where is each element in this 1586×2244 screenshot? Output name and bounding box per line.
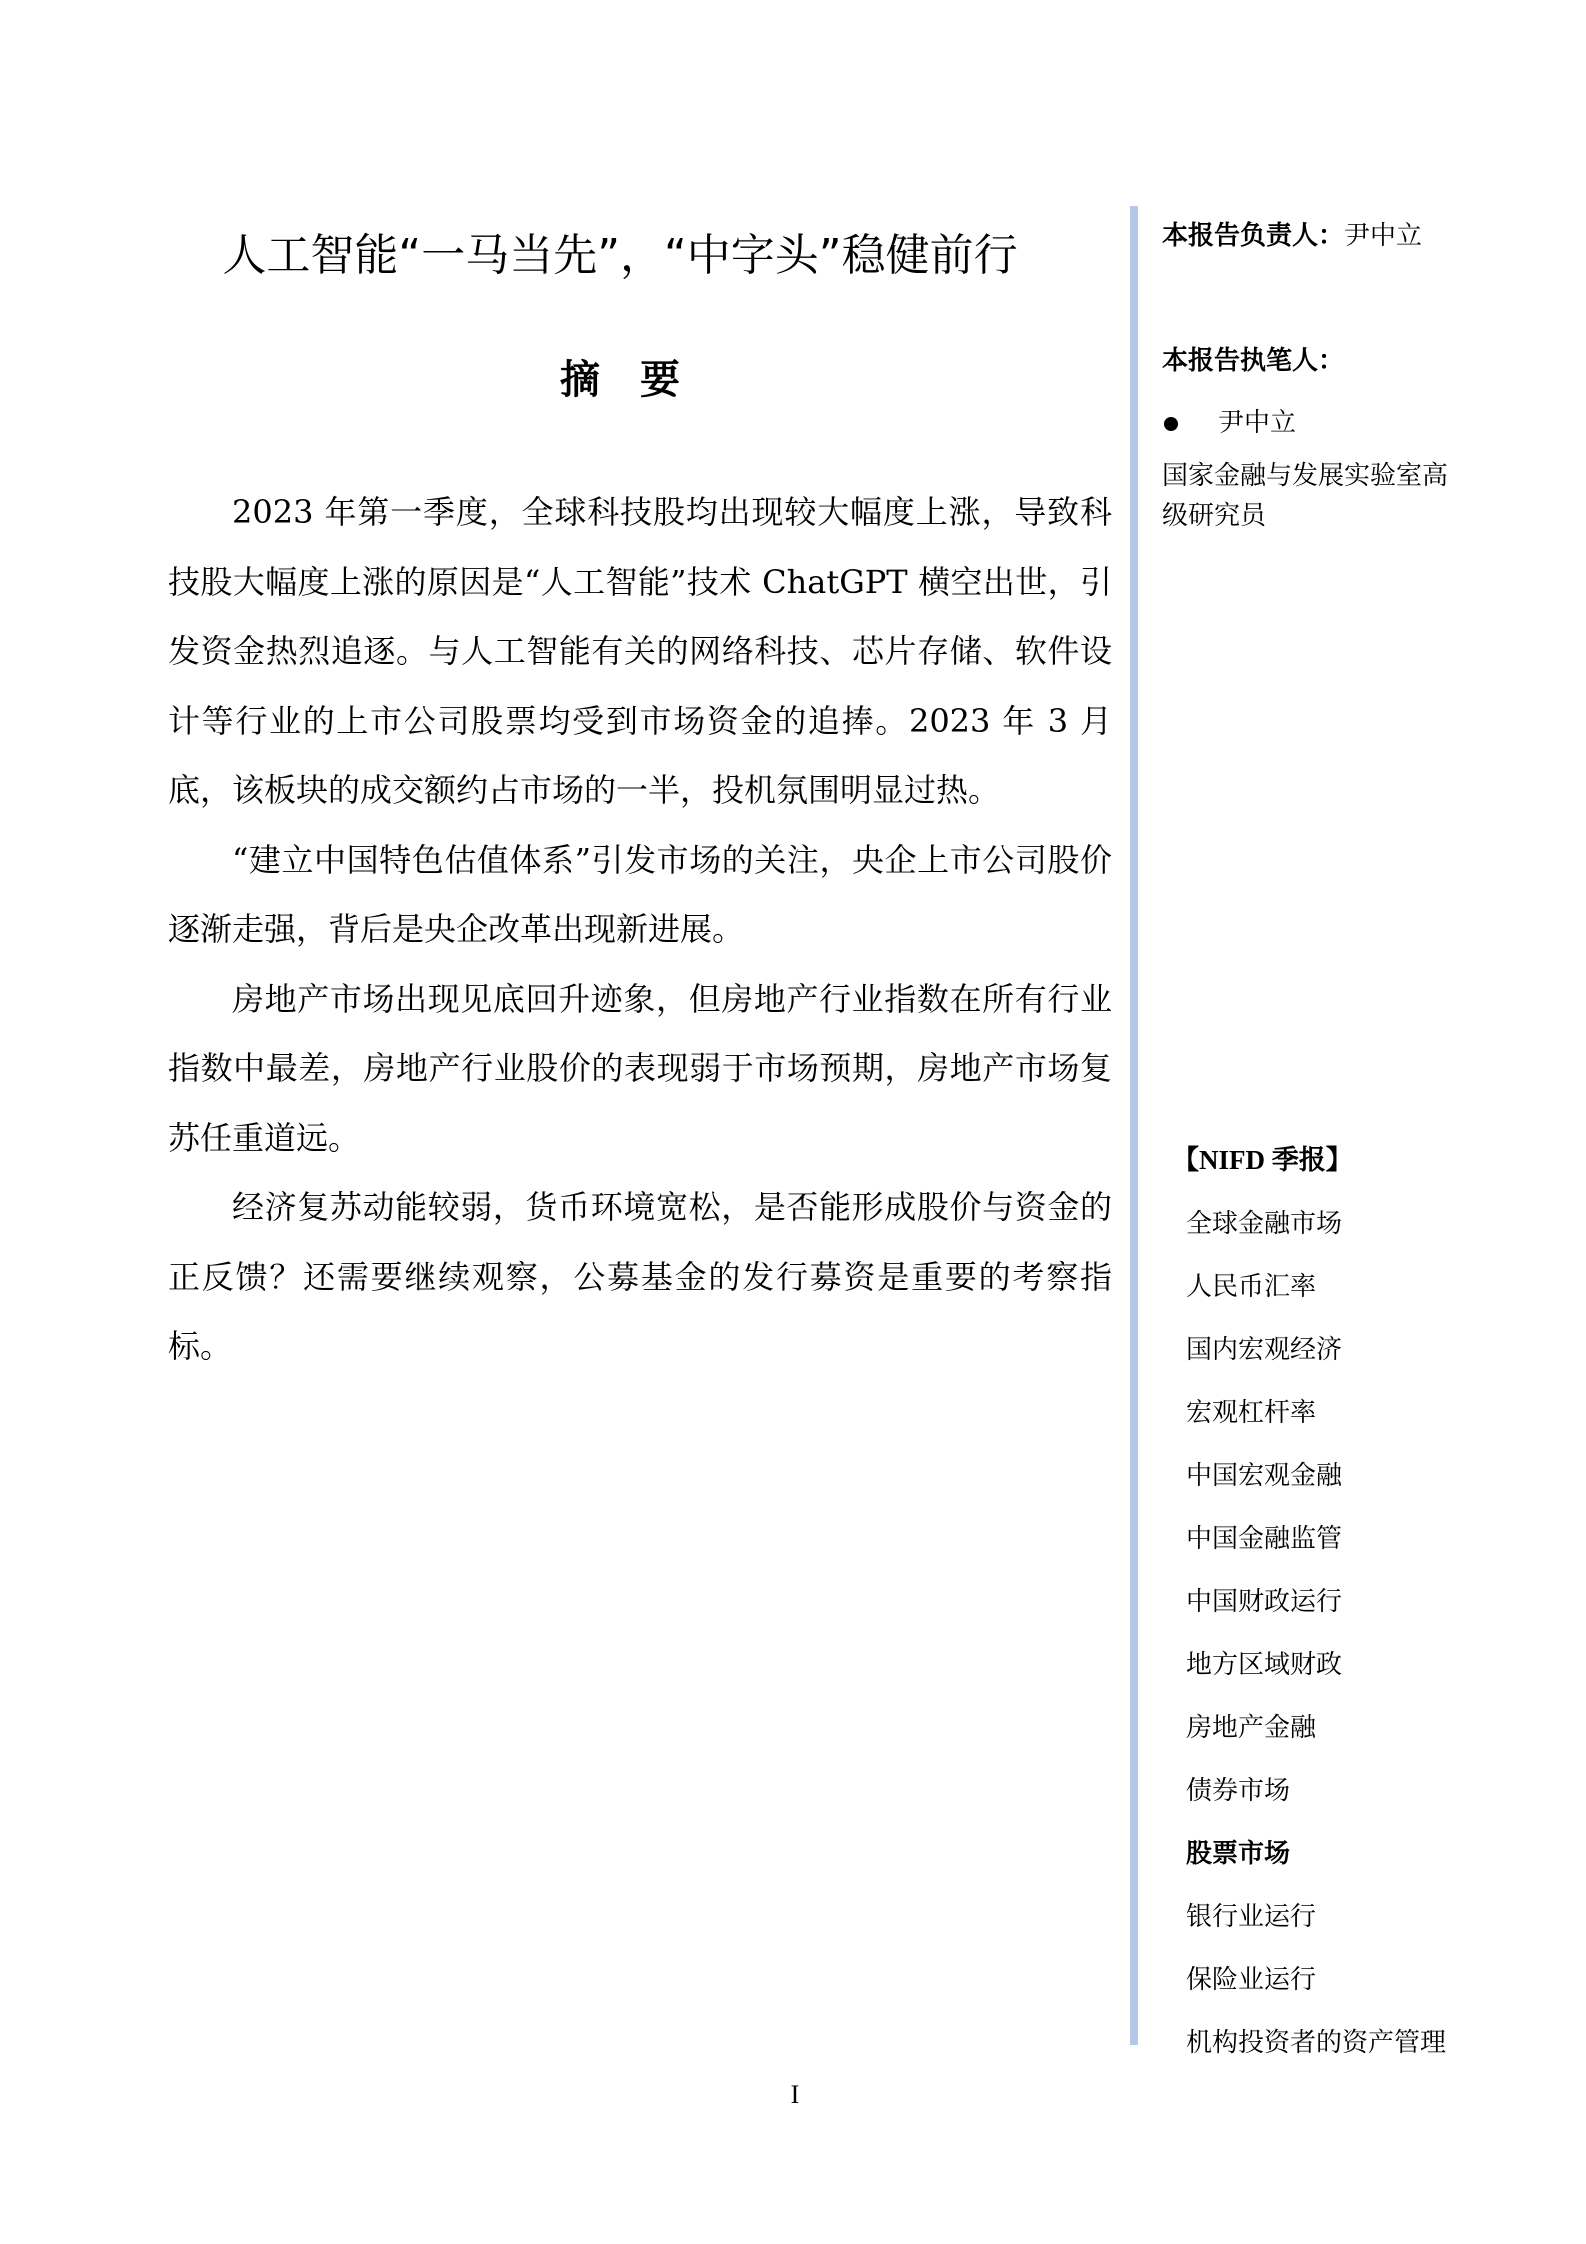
series-item-active[interactable]: 股票市场 bbox=[1186, 1839, 1291, 1869]
abstract-paragraph: “建立中国特色估值体系”引发市场的关注，央企上市公司股价逐渐走强，背后是央企改革出现新进展。 bbox=[168, 840, 1112, 948]
abstract-paragraph: 2023 年第一季度，全球科技股均出现较大幅度上涨，导致科技股大幅度上涨的原因是“人工智能”技术 ChatGPT 横空出世，引发资金热烈追逐。与人工智能有关的网络科技、芯片存储、软件设计等行业的上市公司股票均受到市场资金的追捧。2023 年 3 月底，该板块的成交额约占市场的一半，投机氛围明显过热。 bbox=[168, 493, 1112, 809]
responsible-name: 尹中立 bbox=[1344, 221, 1423, 251]
abstract-paragraph: 经济复苏动能较弱，货币环境宽松，是否能形成股价与资金的正反馈？还需要继续观察，公募基金的发行募资是重要的考察指标。 bbox=[168, 1188, 1112, 1365]
series-item[interactable]: 房地产金融 bbox=[1186, 1713, 1317, 1743]
series-item[interactable]: 机构投资者的资产管理 bbox=[1186, 2028, 1447, 2058]
series-item[interactable]: 银行业运行 bbox=[1186, 1902, 1317, 1932]
page-number: I bbox=[790, 2080, 800, 2109]
abstract-body bbox=[168, 478, 1112, 1382]
author-name: 尹中立 bbox=[1218, 408, 1297, 438]
series-item[interactable]: 宏观杠杆率 bbox=[1186, 1398, 1317, 1428]
sidebar-accent-bar bbox=[1130, 206, 1138, 2045]
responsible-label: 本报告负责人： bbox=[1162, 221, 1345, 251]
bullet-icon bbox=[1164, 417, 1178, 431]
responsible-person bbox=[1162, 216, 1422, 256]
author-item bbox=[1162, 403, 1296, 443]
author-affiliation-line1: 国家金融与发展实验室高 bbox=[1162, 461, 1449, 491]
report-title: 人工智能“一马当先”，“中字头”稳健前行 bbox=[222, 230, 1018, 281]
series-item[interactable]: 国内宏观经济 bbox=[1186, 1335, 1343, 1365]
series-item[interactable]: 中国宏观金融 bbox=[1186, 1461, 1343, 1491]
abstract-heading: 摘要 bbox=[560, 356, 720, 403]
abstract-paragraph: 房地产市场出现见底回升迹象，但房地产行业指数在所有行业指数中最差，房地产行业股价的表现弱于市场预期，房地产市场复苏任重道远。 bbox=[168, 979, 1112, 1157]
author-affiliation-line2: 级研究员 bbox=[1162, 501, 1267, 531]
authors-label: 本报告执笔人： bbox=[1162, 346, 1345, 376]
series-item[interactable]: 人民币汇率 bbox=[1186, 1272, 1317, 1302]
series-item[interactable]: 中国财政运行 bbox=[1186, 1587, 1343, 1617]
series-item[interactable]: 中国金融监管 bbox=[1186, 1524, 1343, 1554]
series-item[interactable]: 保险业运行 bbox=[1186, 1965, 1317, 1995]
series-title: 【NIFD 季报】 bbox=[1172, 1145, 1353, 1175]
series-item[interactable]: 地方区域财政 bbox=[1186, 1650, 1343, 1680]
series-item[interactable]: 债券市场 bbox=[1186, 1776, 1291, 1806]
series-item[interactable]: 全球金融市场 bbox=[1186, 1209, 1343, 1239]
